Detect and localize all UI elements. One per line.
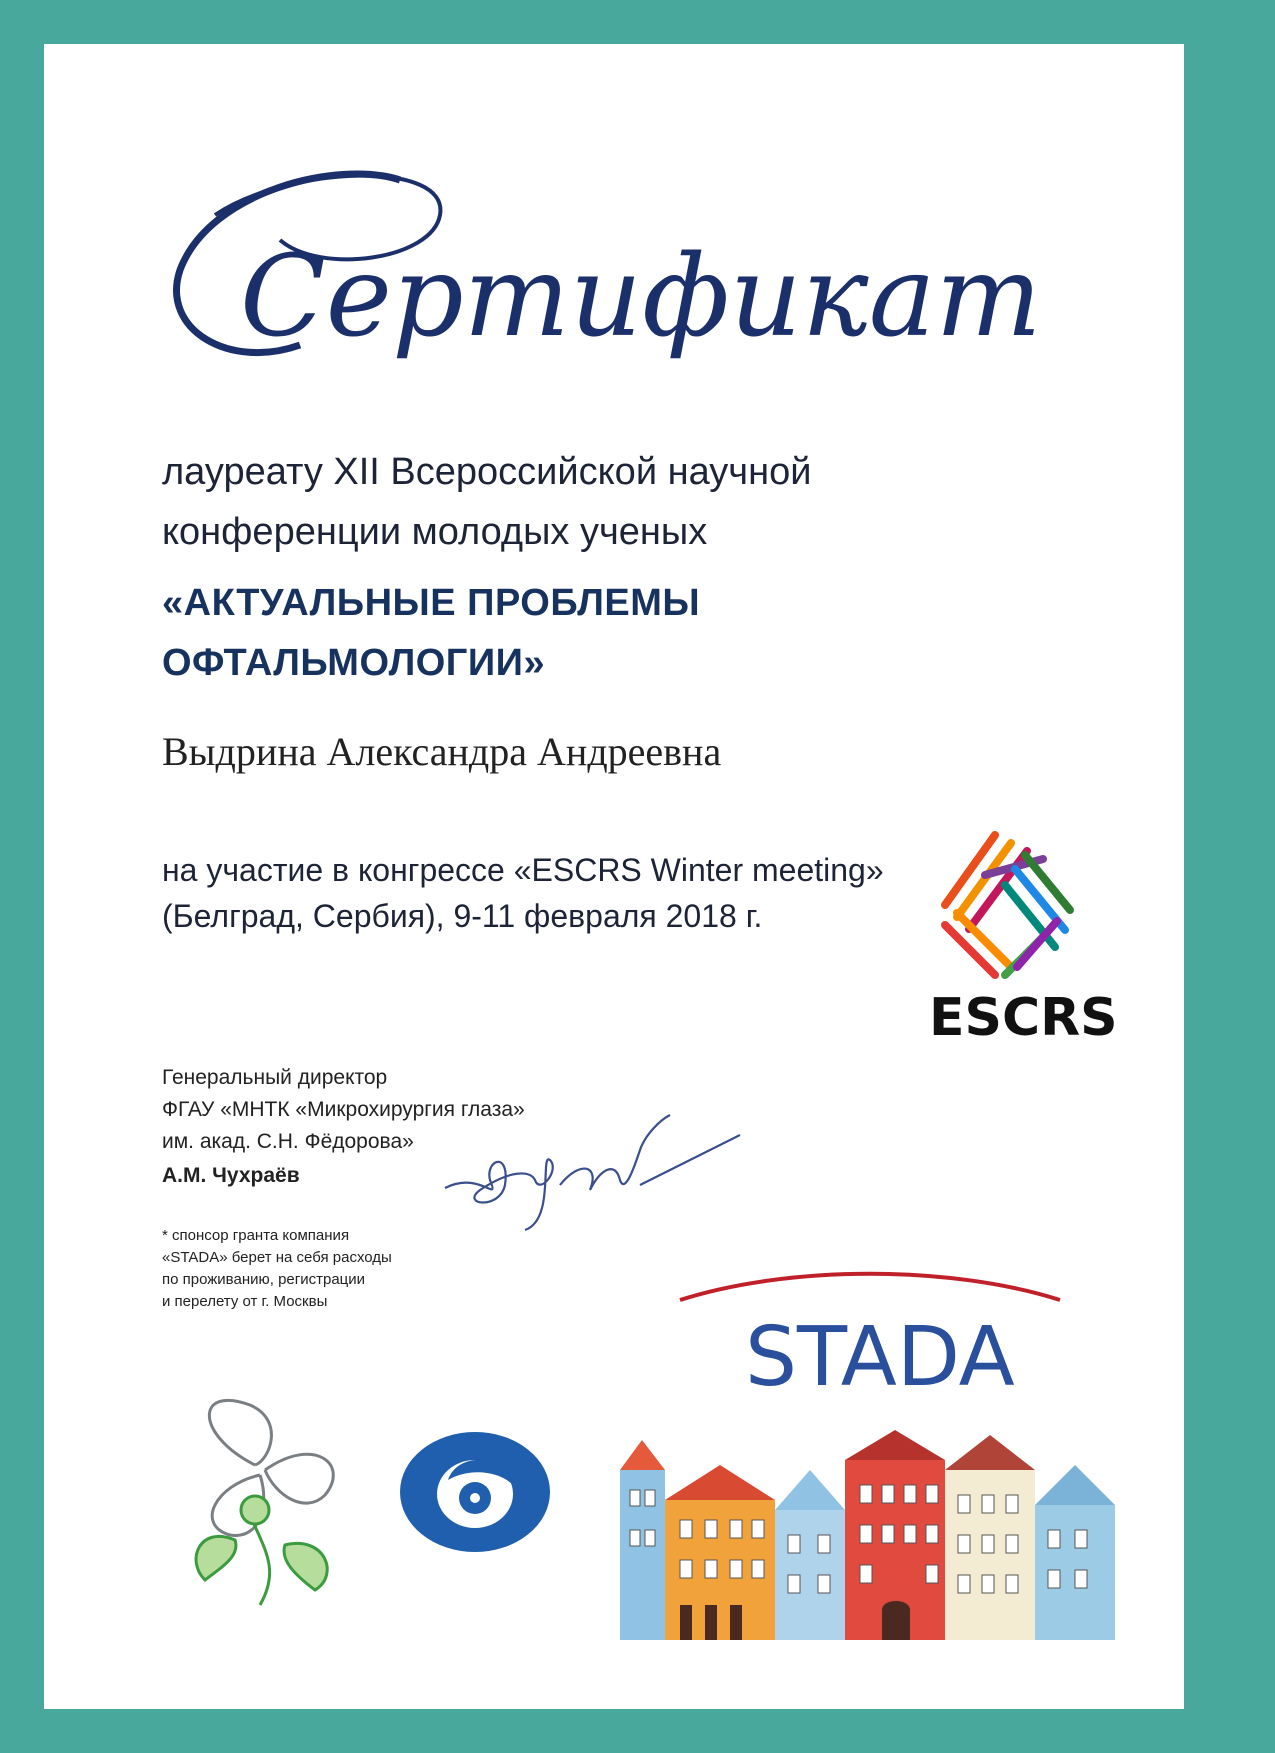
recipient-name: Выдрина Александра Андреевна xyxy=(162,729,722,774)
stada-logo-text: STADA xyxy=(745,1310,1015,1405)
certificate-title-text: Сертификат xyxy=(240,232,1042,362)
director-name: А.М. Чухраёв xyxy=(162,1164,300,1187)
director-organization: ФГАУ «МНТК «Микрохирургия глаза» xyxy=(162,1098,525,1121)
sponsor-note-line-2: «STADA» берет на себя расходы xyxy=(162,1249,392,1266)
houses-illustration xyxy=(620,1410,1115,1640)
director-title: Генеральный директор xyxy=(162,1066,388,1089)
stada-logo xyxy=(670,1250,1070,1405)
conference-title-line-2: ОФТАЛЬМОЛОГИИ» xyxy=(162,642,546,684)
escrs-logo xyxy=(925,825,1118,1050)
sponsor-note-line-1: * спонсор гранта компания xyxy=(162,1227,350,1244)
eye-clinic-logo xyxy=(398,1430,553,1555)
laureate-line-2: конференции молодых ученых xyxy=(162,511,708,553)
sponsor-note-line-4: и перелету от г. Москвы xyxy=(162,1293,328,1310)
escrs-logo-text: ESCRS xyxy=(929,988,1118,1048)
signature xyxy=(440,1110,750,1240)
director-organization-name: им. акад. С.Н. Фёдорова» xyxy=(162,1130,414,1153)
certificate-title xyxy=(120,120,1042,390)
participation-line-2: (Белград, Сербия), 9-11 февраля 2018 г. xyxy=(162,898,763,934)
sponsor-note-line-3: по проживанию, регистрации xyxy=(162,1271,366,1288)
participation-line-1: на участие в конгрессе «ESCRS Winter meeting» xyxy=(162,852,884,888)
laureate-line-1: лауреату XII Всероссийской научной xyxy=(162,451,812,493)
conference-title-line-1: «АКТУАЛЬНЫЕ ПРОБЛЕМЫ xyxy=(162,582,701,624)
flower-logo xyxy=(175,1375,365,1610)
